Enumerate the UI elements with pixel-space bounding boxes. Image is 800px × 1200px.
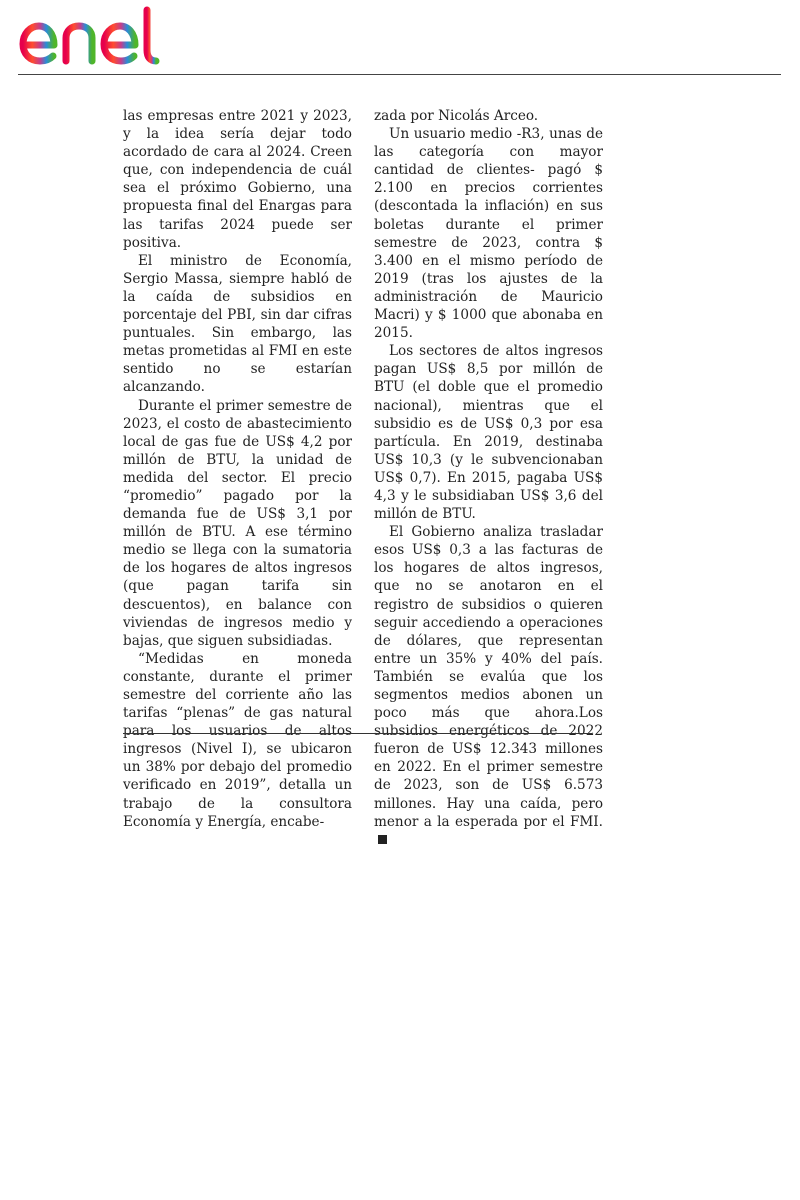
end-of-article-icon [378,835,387,844]
paragraph-text: El Gobierno analiza trasladar esos US$ 0,3 a las facturas de los hogares de altos ingresos, que no se anotaron en el registro de subsidios o quieren seguir accediendo a operaciones de dólares, que representan entre un 35% y 40% del país. También se evalúa que los segmentos medios abonen un poco más que ahora.Los subsidios energéticos de 2022 fueron de US$ 12.343 millones en 2022. En el primer semestre de 2023, son de US$ 6.573 millones. Hay una caída, pero menor a la esperada por el FMI. [374,524,603,830]
article-column-left [123,107,352,831]
article-body [123,107,603,830]
paragraph: Un usuario medio -R3, unas de las categoría con mayor cantidad de clientes- pagó $ 2.100 en precios corrientes (descontada la inflación) en sus boletas durante el primer semestre de 2023, contra $ 3.400 en el mismo período de 2019 (tras los ajustes de la administración de Mauricio Macri) y $ 1000 que abonaba en 2015. [374,126,603,342]
paragraph-last [374,523,603,849]
paragraph: Durante el primer semestre de 2023, el costo de abastecimiento local de gas fue de US$ 4,2 por millón de BTU, la unidad de medida del sector. El precio “promedio” pagado por la demanda fue de US$ 3,1 por millón de BTU. A ese término medio se llega con la sumatoria de los hogares de altos ingresos (que pagan tarifa sin descuentos), en balance con viviendas de ingresos medio y bajas, que siguen subsidiadas. [123,397,352,649]
page-header [0,0,800,76]
article-end-divider [123,733,592,734]
paragraph: “Medidas en moneda constante, durante el primer semestre del corriente año las tarifas “plenas” de gas natural para los usuarios de altos ingresos (Nivel I), se ubicaron un 38% por debajo del promedio verificado en 2019”, detalla un trabajo de la consultora Economía y Energía, encabe- [123,650,352,830]
paragraph: zada por Nicolás Arceo. [374,108,539,124]
paragraph: El ministro de Economía, Sergio Massa, siempre habló de la caída de subsidios en porcentaje del PBI, sin dar cifras puntuales. Sin embargo, las metas prometidas al FMI en este sentido no se estarían alcanzando. [123,252,352,396]
header-divider [18,74,781,75]
article-column-right [374,107,603,849]
paragraph: las empresas entre 2021 y 2023, y la idea sería dejar todo acordado de cara al 2024. Creen que, con independencia de cuál sea el próximo Gobierno, una propuesta final del Enargas para las tarifas 2024 puede ser positiva. [123,108,352,251]
enel-logo [16,4,181,68]
paragraph: Los sectores de altos ingresos pagan US$ 8,5 por millón de BTU (el doble que el promedio nacional), mientras que el subsidio es de US$ 0,3 por esa partícula. En 2019, destinaba US$ 10,3 (y le subvencionaban US$ 0,7). En 2015, pagaba US$ 4,3 y le subsidiaban US$ 3,6 del millón de BTU. [374,343,603,523]
